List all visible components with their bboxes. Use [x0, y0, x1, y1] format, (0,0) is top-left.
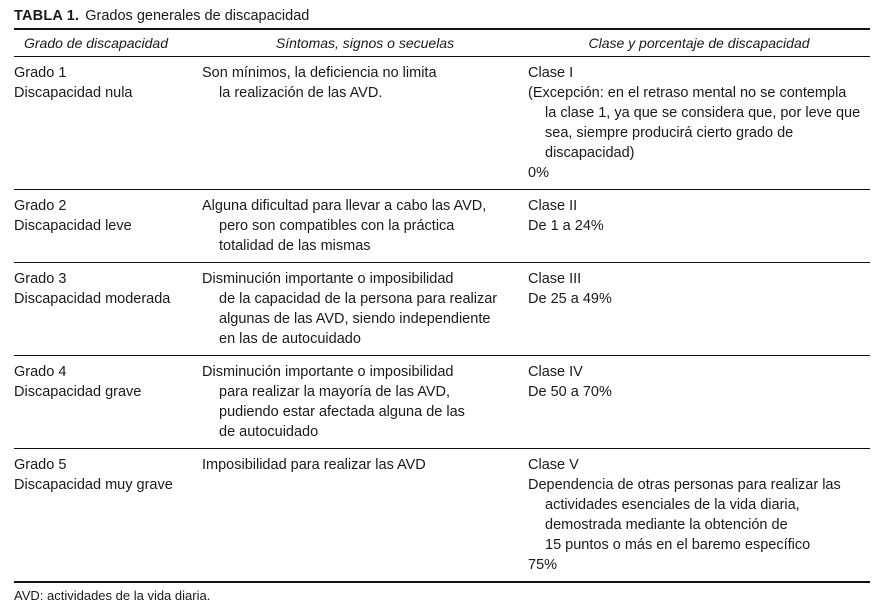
symptoms-line: de la capacidad de la persona para realizar	[219, 291, 498, 307]
grade-cell	[14, 190, 202, 263]
symptoms-line: Disminución importante o imposibilidad	[202, 364, 454, 380]
class-name: Clase III	[528, 271, 582, 287]
class-cell	[528, 263, 870, 356]
symptoms-line: pudiendo estar afectada alguna de las	[219, 404, 465, 420]
table-title: Grados generales de discapacidad	[85, 8, 310, 24]
grade-cell	[14, 57, 202, 190]
table-label: TABLA 1.	[14, 8, 80, 24]
grade-number: Grado 4	[14, 364, 67, 380]
symptoms-cell	[202, 57, 528, 190]
grade-name: Discapacidad leve	[14, 218, 132, 234]
class-percentage: De 50 a 70%	[528, 384, 612, 400]
symptoms-cell	[202, 190, 528, 263]
grade-number: Grado 3	[14, 271, 67, 287]
header-symptoms: Síntomas, signos o secuelas	[202, 29, 528, 57]
class-cell	[528, 57, 870, 190]
symptoms-line: de autocuidado	[219, 424, 319, 440]
header-grade: Grado de discapacidad	[14, 29, 202, 57]
table-row	[14, 263, 870, 356]
symptoms-line: en las de autocuidado	[219, 331, 361, 347]
symptoms-line: para realizar la mayoría de las AVD,	[219, 384, 451, 400]
grade-cell	[14, 263, 202, 356]
class-percentage: De 1 a 24%	[528, 218, 604, 234]
class-detail: Dependencia de otras personas para realizar las	[528, 477, 841, 493]
table-row	[14, 449, 870, 583]
class-name: Clase V	[528, 457, 579, 473]
class-name: Clase II	[528, 198, 578, 214]
class-cell	[528, 356, 870, 449]
grade-name: Discapacidad muy grave	[14, 477, 173, 493]
symptoms-line: Alguna dificultad para llevar a cabo las AVD,	[202, 198, 487, 214]
class-name: Clase I	[528, 65, 574, 81]
symptoms-line: la realización de las AVD.	[219, 85, 383, 101]
grade-number: Grado 1	[14, 65, 67, 81]
grade-name: Discapacidad nula	[14, 85, 133, 101]
class-detail: demostrada mediante la obtención de	[545, 517, 788, 533]
table-container	[14, 6, 870, 605]
table-footnote: AVD: actividades de la vida diaria.	[14, 588, 211, 603]
grade-cell	[14, 356, 202, 449]
symptoms-line: totalidad de las mismas	[219, 238, 371, 254]
symptoms-line: Imposibilidad para realizar las AVD	[202, 457, 426, 473]
table-header-row	[14, 29, 870, 57]
class-percentage: 0%	[528, 165, 549, 181]
class-detail: la clase 1, ya que se considera que, por leve que	[545, 105, 861, 121]
class-detail: sea, siempre producirá cierto grado de	[545, 125, 794, 141]
grade-number: Grado 5	[14, 457, 67, 473]
class-name: Clase IV	[528, 364, 583, 380]
grade-name: Discapacidad moderada	[14, 291, 171, 307]
header-class: Clase y porcentaje de discapacidad	[528, 29, 870, 57]
class-cell	[528, 190, 870, 263]
symptoms-cell	[202, 356, 528, 449]
grade-name: Discapacidad grave	[14, 384, 142, 400]
symptoms-cell	[202, 263, 528, 356]
symptoms-line: algunas de las AVD, siendo independiente	[219, 311, 491, 327]
symptoms-line: Disminución importante o imposibilidad	[202, 271, 454, 287]
class-detail: actividades esenciales de la vida diaria,	[545, 497, 800, 513]
class-detail: discapacidad)	[545, 145, 635, 161]
class-percentage: De 25 a 49%	[528, 291, 612, 307]
table-caption	[14, 6, 870, 28]
grade-number: Grado 2	[14, 198, 67, 214]
table-row	[14, 57, 870, 190]
class-cell	[528, 449, 870, 583]
grade-cell	[14, 449, 202, 583]
symptoms-cell	[202, 449, 528, 583]
disability-grades-table	[14, 28, 870, 583]
symptoms-line: Son mínimos, la deficiencia no limita	[202, 65, 437, 81]
class-percentage: 75%	[528, 557, 558, 573]
table-row	[14, 356, 870, 449]
symptoms-line: pero son compatibles con la práctica	[219, 218, 455, 234]
class-detail: (Excepción: en el retraso mental no se contempla	[528, 85, 847, 101]
class-detail: 15 puntos o más en el baremo específico	[545, 537, 811, 553]
table-row	[14, 190, 870, 263]
